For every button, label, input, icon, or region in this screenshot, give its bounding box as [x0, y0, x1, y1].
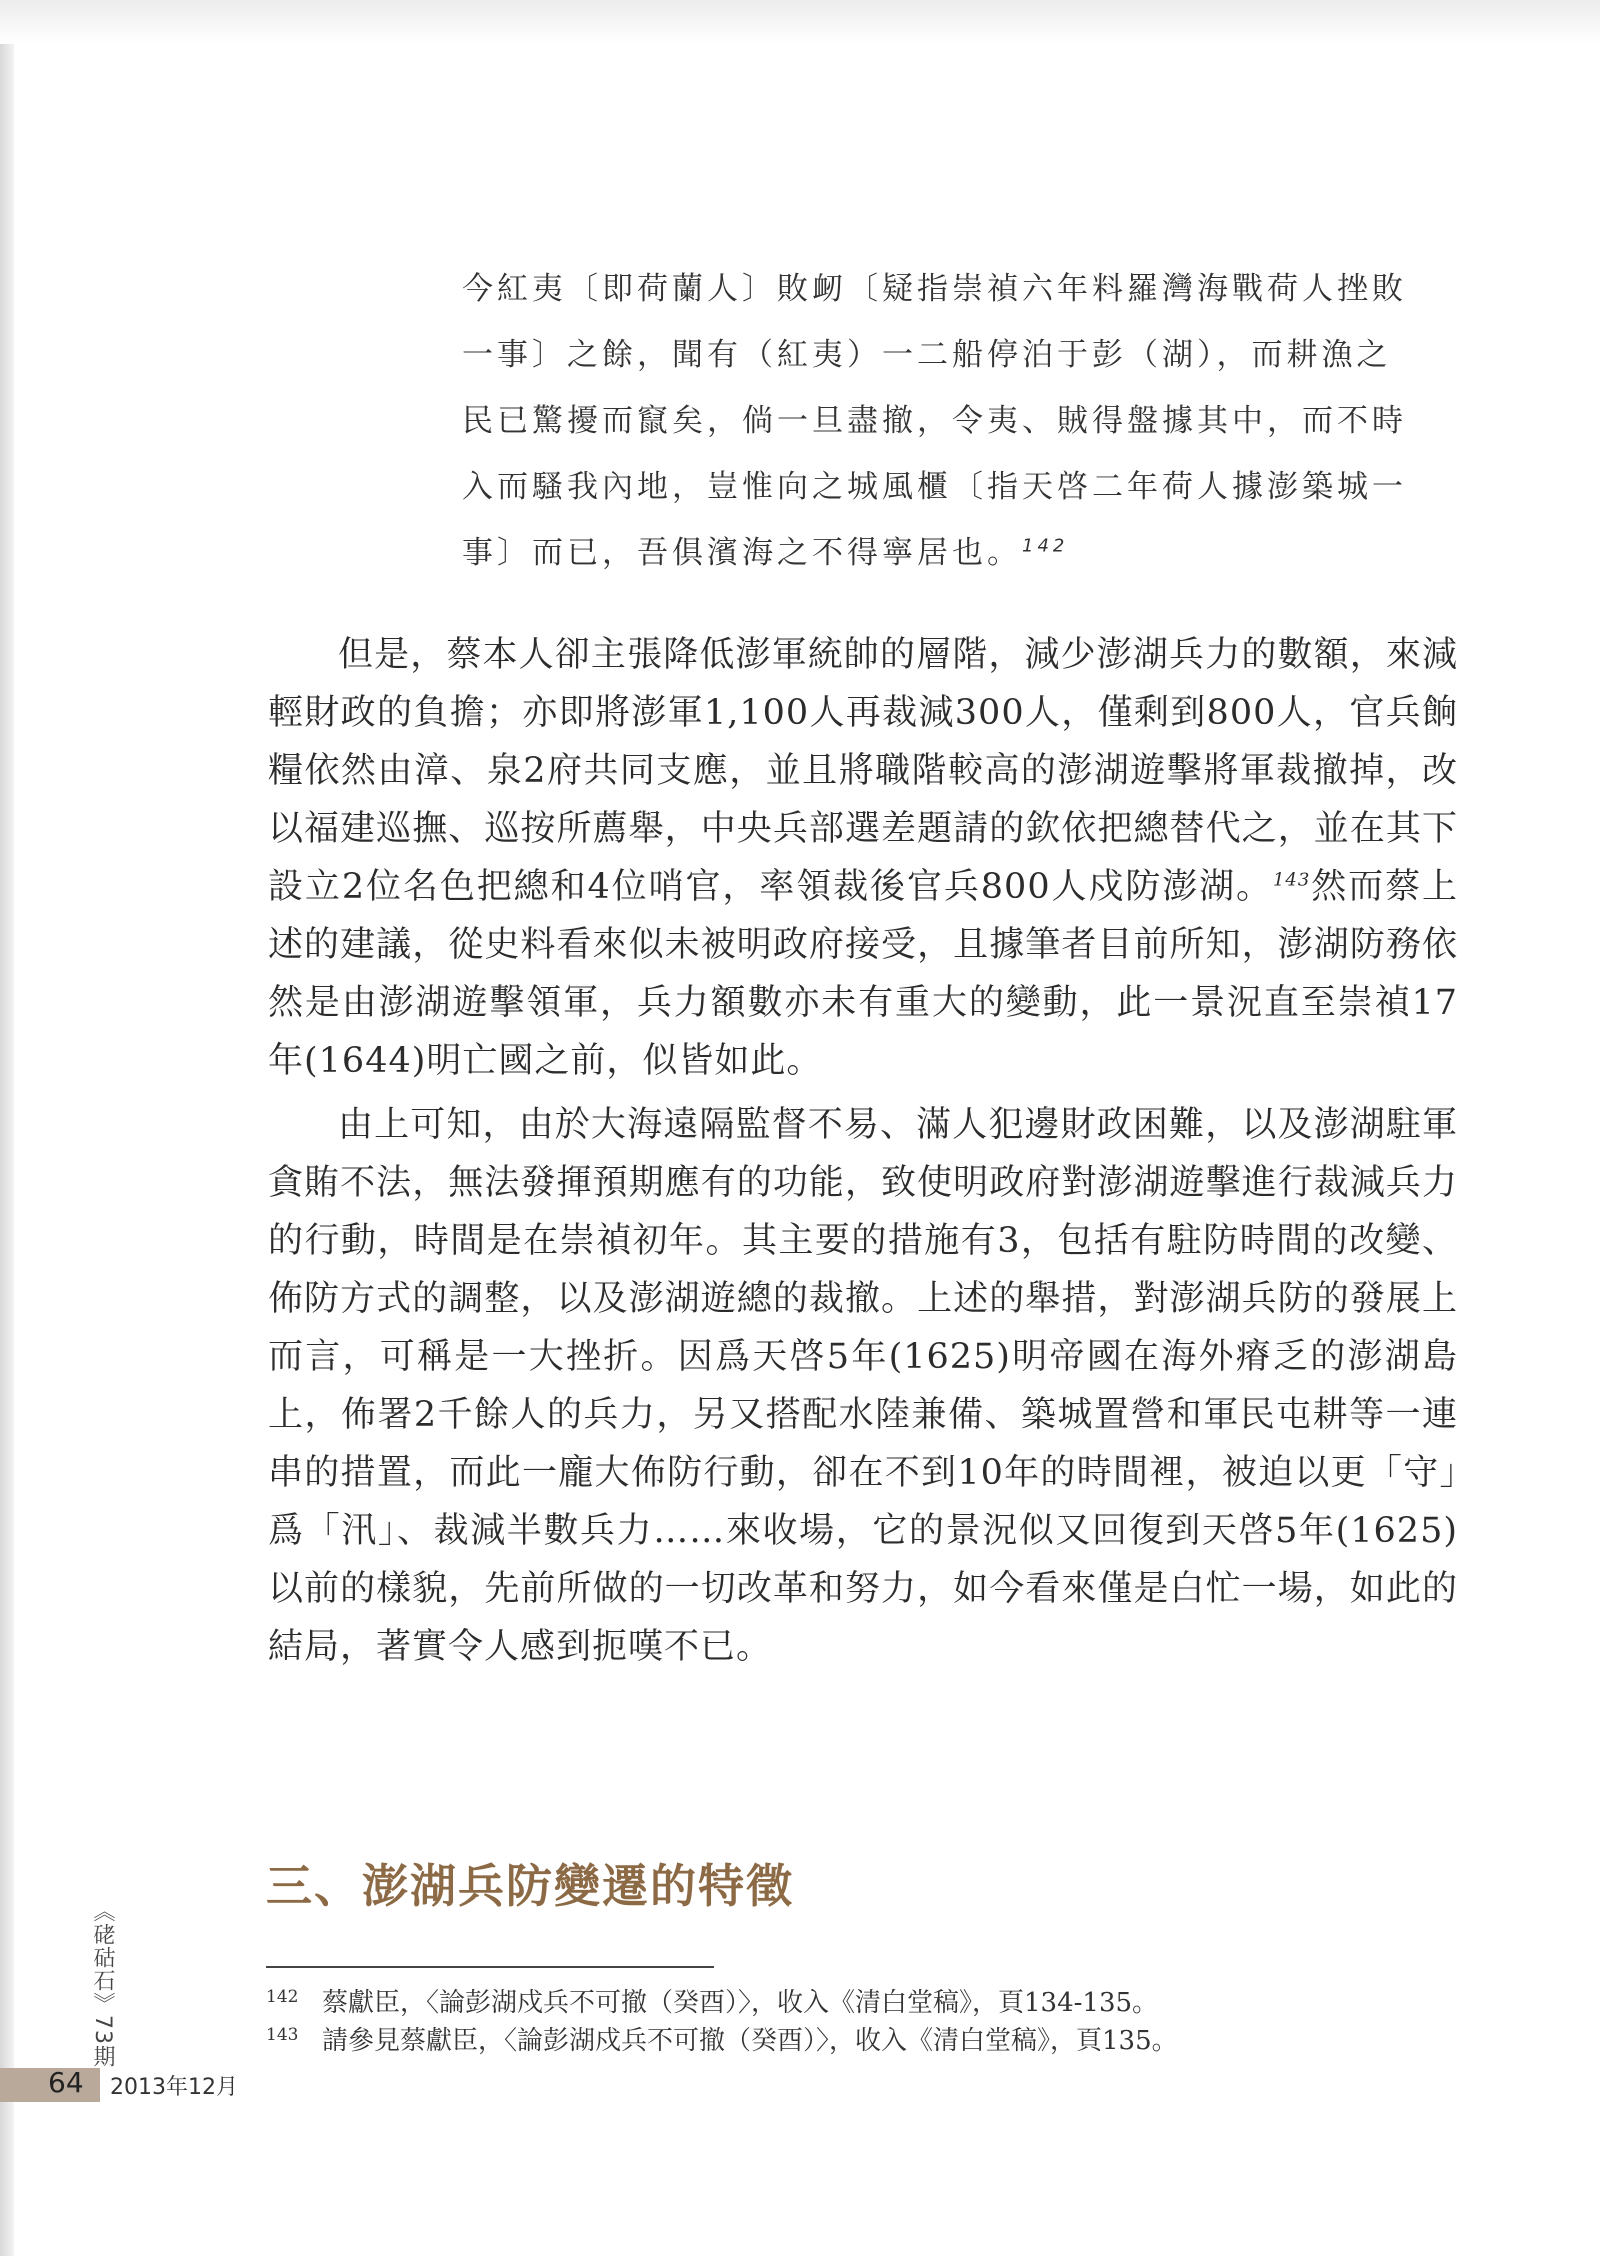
footnote-number: 142: [266, 1987, 299, 2007]
paragraph-1: [268, 626, 1458, 1090]
quote-line: [462, 520, 1462, 586]
section-heading: 三、澎湖兵防變遷的特徵: [266, 1859, 794, 1913]
paragraph-1-part-b: 然而蔡上述的建議，從史料看來似未被明政府接受，且據筆者目前所知，澎湖防務依然是由澎湖遊擊領軍，兵力額數亦未有重大的變動，此一景況直至崇禎17年(1644)明亡國之前，似皆如此。: [268, 867, 1458, 1081]
footnote-number: 143: [266, 2025, 299, 2045]
quote-line: 一事〕之餘，聞有（紅夷）一二船停泊于彭（湖），而耕漁之: [462, 337, 1392, 373]
footnotes: [266, 1984, 1416, 2060]
quote-last-line: 事〕而已，吾俱濱海之不得寧居也。: [462, 535, 1022, 571]
footnote-ref-142[interactable]: 142: [1022, 535, 1069, 557]
journal-title: 《硓𥑮石》73期: [90, 1900, 115, 2068]
footnote-ref-143[interactable]: 143: [1272, 869, 1311, 891]
page-number: 64: [48, 2066, 84, 2099]
quote-line: 民已驚擾而竄矣，倘一旦盡撤，令夷、賊得盤據其中，而不時: [462, 403, 1407, 439]
body-text: [268, 626, 1458, 1682]
paragraph-1-part-a: 但是，蔡本人卻主張降低澎軍統帥的層階，減少澎湖兵力的數額，來減輕財政的負擔；亦即將澎軍1,100人再裁減300人，僅剩到800人，官兵餉糧依然由漳、泉2府共同支應，並且將職階較高的澎湖遊擊將軍裁撤掉，改以福建巡撫、巡按所薦舉，中央兵部選差題請的欽依把總替代之，並在其下設立2位名色把總和4位哨官，率領裁後官兵800人戍防澎湖。: [268, 635, 1458, 907]
footnote-143: [266, 2022, 1416, 2060]
footnote-142: [266, 1984, 1416, 2022]
quote-line: 入而騷我內地，豈惟向之城風櫃〔指天啓二年荷人據澎築城一: [462, 469, 1407, 505]
block-quote: [462, 256, 1462, 586]
footnote-divider: [266, 1966, 714, 1968]
top-shade: [0, 0, 1600, 44]
paragraph-2: 由上可知，由於大海遠隔監督不易、滿人犯邊財政困難，以及澎湖駐軍貪賄不法，無法發揮預期應有的功能，致使明政府對澎湖遊擊進行裁減兵力的行動，時間是在崇禎初年。其主要的措施有3，包括有駐防時間的改變、佈防方式的調整，以及澎湖遊總的裁撤。上述的舉措，對澎湖兵防的發展上而言，可稱是一大挫折。因爲天啓5年(1625)明帝國在海外瘠乏的澎湖島上，佈署2千餘人的兵力，另又搭配水陸兼備、築城置營和軍民屯耕等一連串的措置，而此一龐大佈防行動，卻在不到10年的時間裡，被迫以更「守」爲「汛」、裁減半數兵力……來收場，它的景況似又回復到天啓5年(1625)以前的樣貌，先前所做的一切改革和努力，如今看來僅是白忙一場，如此的結局，著實令人感到扼嘆不已。: [268, 1105, 1458, 1667]
footnote-text: 蔡獻臣，〈論彭湖戍兵不可撤（癸酉）〉，收入《清白堂稿》，頁134-135。: [322, 1988, 1159, 2018]
issue-date: 2013年12月: [110, 2075, 238, 2100]
page-edge: [0, 0, 14, 2256]
footnote-text: 請參見蔡獻臣，〈論彭湖戍兵不可撤（癸酉）〉，收入《清白堂稿》，頁135。: [322, 2026, 1178, 2056]
quote-line: 今紅夷〔即荷蘭人〕敗衂〔疑指崇禎六年料羅灣海戰荷人挫敗: [462, 271, 1407, 307]
